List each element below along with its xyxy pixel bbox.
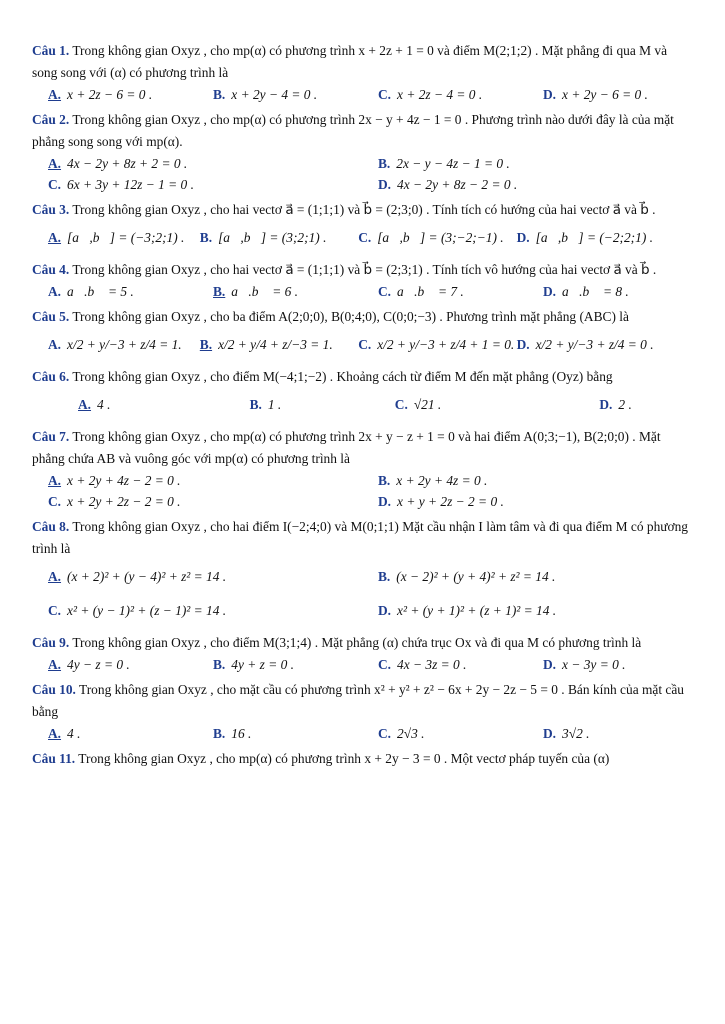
option-c[interactable]: C. √21 . (394, 397, 442, 412)
option-d[interactable]: D. 2 . (599, 397, 632, 412)
option-d[interactable]: D. a⃗.b⃗ = 8 . (543, 284, 629, 299)
question-stem: Trong không gian Oxyz , cho điểm M(−4;1;−2) . Khoảng cách từ điểm M đến mặt phẳng (Oyz) bằng (72, 369, 613, 384)
option-d[interactable]: D. 3√2 . (543, 726, 590, 741)
question-stem: Trong không gian Oxyz , cho hai điểm I(−2;4;0) và M(0;1;1) Mặt cầu nhận I làm tâm và đi qua điểm M có phương trình là (32, 519, 689, 556)
option-a[interactable]: A. x + 2z − 6 = 0 . (48, 87, 153, 102)
question-stem: Trong không gian Oxyz , cho ba điểm A(2;0;0), B(0;4;0), C(0;0;−3) . Phương trình mặt phẳng (ABC) là (72, 309, 629, 324)
worksheet (32, 40, 692, 774)
question-number: Câu 1. (32, 43, 70, 58)
option-a[interactable]: A. 4x − 2y + 8z + 2 = 0 . (48, 156, 188, 171)
option-d[interactable]: D. x/2 + y/−3 + z/4 = 0 . (516, 337, 654, 352)
question-number: Câu 2. (32, 112, 70, 127)
option-b[interactable]: B. 1 . (249, 397, 282, 412)
question-stem: Trong không gian Oxyz , cho hai vectơ a⃗ = (1;1;1) và b⃗ = (2;3;0) . Tính tích có hướng của hai vectơ a⃗ và b⃗ . (72, 202, 656, 217)
question-number: Câu 5. (32, 309, 70, 324)
question-number: Câu 11. (32, 751, 76, 766)
question-stem: Trong không gian Oxyz , cho mp(α) có phương trình x + 2z + 1 = 0 và điểm M(2;1;2) . Mặt phẳng đi qua M và song song với (α) có phương trình là (32, 43, 668, 80)
option-a[interactable]: A. a⃗.b⃗ = 5 . (48, 284, 134, 299)
question-stem: Trong không gian Oxyz , cho điểm M(3;1;4) . Mặt phẳng (α) chứa trục Ox và đi qua M có phương trình là (72, 635, 642, 650)
option-b[interactable]: B. (x − 2)² + (y + 4)² + z² = 14 . (378, 569, 556, 584)
question-number: Câu 4. (32, 262, 70, 277)
option-c[interactable]: C. x + 2z − 4 = 0 . (378, 87, 483, 102)
option-a[interactable]: A. (x + 2)² + (y − 4)² + z² = 14 . (48, 569, 227, 584)
question-number: Câu 3. (32, 202, 70, 217)
option-b[interactable]: B. a⃗.b⃗ = 6 . (213, 284, 298, 299)
option-a[interactable]: A. x/2 + y/−3 + z/4 = 1. (48, 337, 182, 352)
question-stem: Trong không gian Oxyz , cho mp(α) có phương trình x + 2y − 3 = 0 . Một vectơ pháp tuyến của (α) (78, 751, 610, 766)
option-c[interactable]: C. x² + (y − 1)² + (z − 1)² = 14 . (48, 603, 227, 618)
option-a[interactable]: A. 4y − z = 0 . (48, 657, 130, 672)
option-c[interactable]: C. 4x − 3z = 0 . (378, 657, 467, 672)
option-b[interactable]: B. x + 2y + 4z = 0 . (378, 473, 488, 488)
question-stem: Trong không gian Oxyz , cho mp(α) có phương trình 2x − y + 4z − 1 = 0 . Phương trình nào dưới đây là của mặt phẳng song song với mp(α). (32, 112, 674, 149)
option-a[interactable]: A. [a⃗,b⃗] = (−3;2;1) . (48, 230, 185, 245)
option-b[interactable]: B. 2x − y − 4z − 1 = 0 . (378, 156, 510, 171)
question-number: Câu 9. (32, 635, 70, 650)
question-5 (32, 306, 692, 362)
option-d[interactable]: D. x + y + 2z − 2 = 0 . (378, 494, 504, 509)
question-4 (32, 259, 692, 302)
option-c[interactable]: C. x + 2y + 2z − 2 = 0 . (48, 494, 181, 509)
option-a[interactable]: A. 4 . (48, 726, 81, 741)
option-d[interactable]: D. 4x − 2y + 8z − 2 = 0 . (378, 177, 518, 192)
option-c[interactable]: C. a⃗.b⃗ = 7 . (378, 284, 464, 299)
option-a[interactable]: A. x + 2y + 4z − 2 = 0 . (48, 473, 181, 488)
option-c[interactable]: C. 2√3 . (378, 726, 425, 741)
question-stem: Trong không gian Oxyz , cho mp(α) có phương trình 2x + y − z + 1 = 0 và hai điểm A(0;3;−1), B(2;0;0) . Mặt phẳng chứa AB và vuông góc với mp(α) có phương trình là (32, 429, 661, 466)
question-stem: Trong không gian Oxyz , cho hai vectơ a⃗ = (1;1;1) và b⃗ = (2;3;1) . Tính tích vô hướng của hai vectơ a⃗ và b⃗ . (72, 262, 657, 277)
option-b[interactable]: B. 4y + z = 0 . (213, 657, 294, 672)
option-d[interactable]: D. x² + (y + 1)² + (z + 1)² = 14 . (378, 603, 557, 618)
question-7 (32, 426, 692, 512)
question-8 (32, 516, 692, 628)
option-c[interactable]: C. 6x + 3y + 12z − 1 = 0 . (48, 177, 194, 192)
question-11 (32, 748, 692, 770)
question-number: Câu 6. (32, 369, 70, 384)
option-c[interactable]: C. x/2 + y/−3 + z/4 + 1 = 0. (358, 337, 515, 352)
question-9 (32, 632, 692, 675)
question-number: Câu 10. (32, 682, 76, 697)
question-3 (32, 199, 692, 255)
question-stem: Trong không gian Oxyz , cho mặt cầu có phương trình x² + y² + z² − 6x + 2y − 2z − 5 = 0 . Bán kính của mặt cầu bằng (32, 682, 684, 719)
question-10 (32, 679, 692, 744)
option-d[interactable]: D. x − 3y = 0 . (543, 657, 626, 672)
option-a[interactable]: A. 4 . (78, 397, 111, 412)
question-number: Câu 7. (32, 429, 70, 444)
option-b[interactable]: B. [a⃗,b⃗] = (3;2;1) . (199, 230, 327, 245)
question-1 (32, 40, 692, 105)
option-c[interactable]: C. [a⃗,b⃗] = (3;−2;−1) . (358, 230, 504, 245)
option-b[interactable]: B. 16 . (213, 726, 252, 741)
question-2 (32, 109, 692, 195)
question-6 (32, 366, 692, 422)
option-d[interactable]: D. x + 2y − 6 = 0 . (543, 87, 648, 102)
option-b[interactable]: B. x/2 + y/4 + z/−3 = 1. (199, 337, 333, 352)
option-b[interactable]: B. x + 2y − 4 = 0 . (213, 87, 318, 102)
option-d[interactable]: D. [a⃗,b⃗] = (−2;2;1) . (516, 230, 653, 245)
question-number: Câu 8. (32, 519, 70, 534)
